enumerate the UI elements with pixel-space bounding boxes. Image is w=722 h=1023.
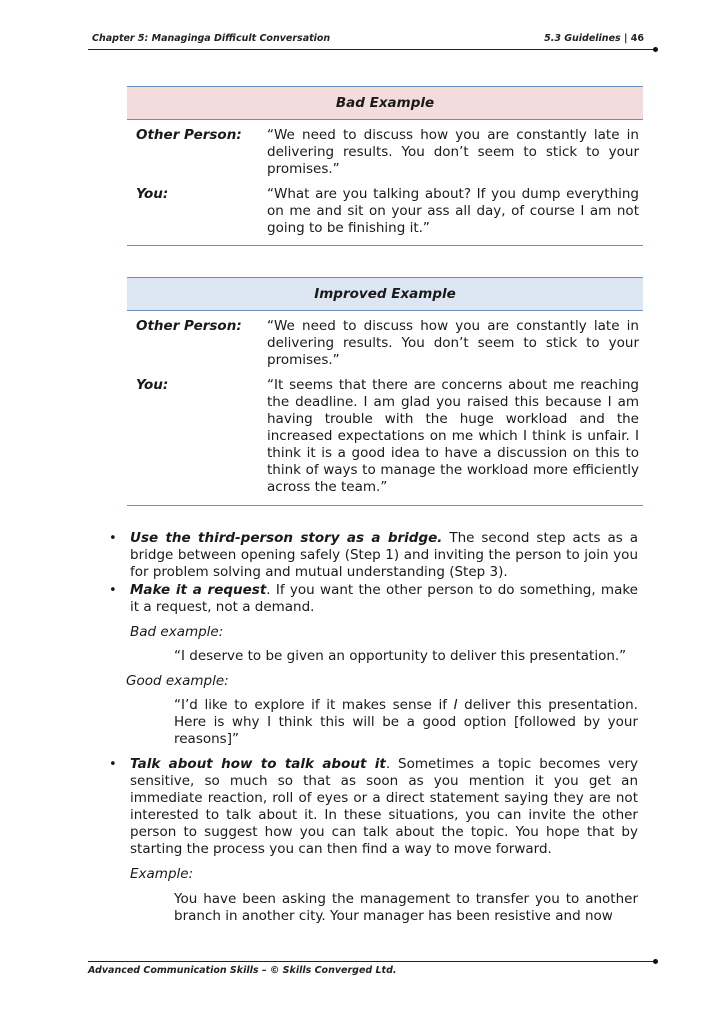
bad-example-quote: “I deserve to be given an opportunity to deliver this presentation.” (174, 648, 627, 664)
bad-example-row (127, 127, 643, 178)
chapter-title: Chapter 5: Managinga Difficult Conversation (92, 33, 331, 44)
bullet-lead: Talk about how to talk about it (130, 756, 386, 772)
speaker-label: Other Person: (136, 318, 242, 334)
improved-example-row (127, 377, 643, 496)
speaker-label: Other Person: (136, 127, 242, 143)
quote-emphasis: I (453, 697, 458, 713)
bullet-text: . If you want the other person to do something, make it a request, not a demand. (130, 582, 638, 615)
good-example-label: Good example: (126, 673, 229, 689)
bullet-talk-about-it (109, 756, 638, 858)
improved-example-row (127, 318, 643, 369)
section-label (544, 33, 644, 44)
section-title: 5.3 Guidelines (544, 33, 621, 44)
bullet-mark: • (109, 757, 117, 772)
footer-rule-dot (653, 959, 658, 964)
header-separator: | (620, 33, 631, 44)
bullet-third-person-story (109, 530, 638, 581)
bad-example-label: Bad example: (130, 624, 224, 640)
dialogue-text: “It seems that there are concerns about me reaching the deadline. I am glad you raised this because I am having trouble with the huge workload and the increased expectations on me which I think is unfair. I think it is a good idea to have a discussion on this to think of ways to manage the workload more efficiently across the team.” (267, 377, 639, 495)
bullet-text: The second step acts as a bridge between opening safely (Step 1) and inviting the person to join you for problem solving and mutual understanding (Step 3). (130, 530, 638, 580)
speaker-label: You: (136, 377, 169, 393)
bad-example-row (127, 186, 643, 237)
header-rule-dot (653, 47, 658, 52)
bullet-lead: Make it a request (130, 582, 267, 598)
dialogue-text: “We need to discuss how you are constantly late in delivering results. You don’t seem to stick to your promises.” (267, 318, 639, 368)
dialogue-text: “We need to discuss how you are constantly late in delivering results. You don’t seem to stick to your promises.” (267, 127, 639, 177)
quote-part: deliver this presentation. Here is why I think this will be a good option [followed by your reasons]” (174, 697, 638, 747)
bad-example-title: Bad Example (127, 86, 643, 120)
example-text: You have been asking the management to transfer you to another branch in another city. Your manager has been resistive and now (174, 891, 638, 924)
page-footer (88, 956, 654, 978)
bullet-mark: • (109, 531, 117, 546)
bullet-lead: Use the third-person story as a bridge. (130, 530, 443, 546)
improved-example-table (127, 277, 643, 506)
quote-part: “I’d like to explore if it makes sense if (174, 697, 454, 713)
footer-text: Advanced Communication Skills – © Skills Converged Ltd. (88, 965, 397, 976)
speaker-label: You: (136, 186, 169, 202)
bullet-text: . Sometimes a topic becomes very sensitive, so much so that as soon as you mention it you get an immediate reaction, roll of eyes or a direct statement saying they are not interested to talk about it. In these situations, you can invite the other person to suggest how you can talk about the topic. You hope that by starting the process you can then find a way to move forward. (130, 756, 638, 857)
bullet-make-request (109, 582, 638, 616)
page-header (88, 30, 654, 48)
header-rule (88, 49, 654, 50)
bullet-mark: • (109, 583, 117, 598)
page-number: 46 (630, 33, 644, 44)
footer-rule (88, 961, 654, 962)
improved-example-title: Improved Example (127, 277, 643, 311)
bad-example-table (127, 86, 643, 246)
example-label: Example: (130, 866, 194, 882)
dialogue-text: “What are you talking about? If you dump everything on me and sit on your ass all day, of course I am not going to be finishing it.” (267, 186, 639, 236)
good-example-quote (174, 697, 638, 748)
